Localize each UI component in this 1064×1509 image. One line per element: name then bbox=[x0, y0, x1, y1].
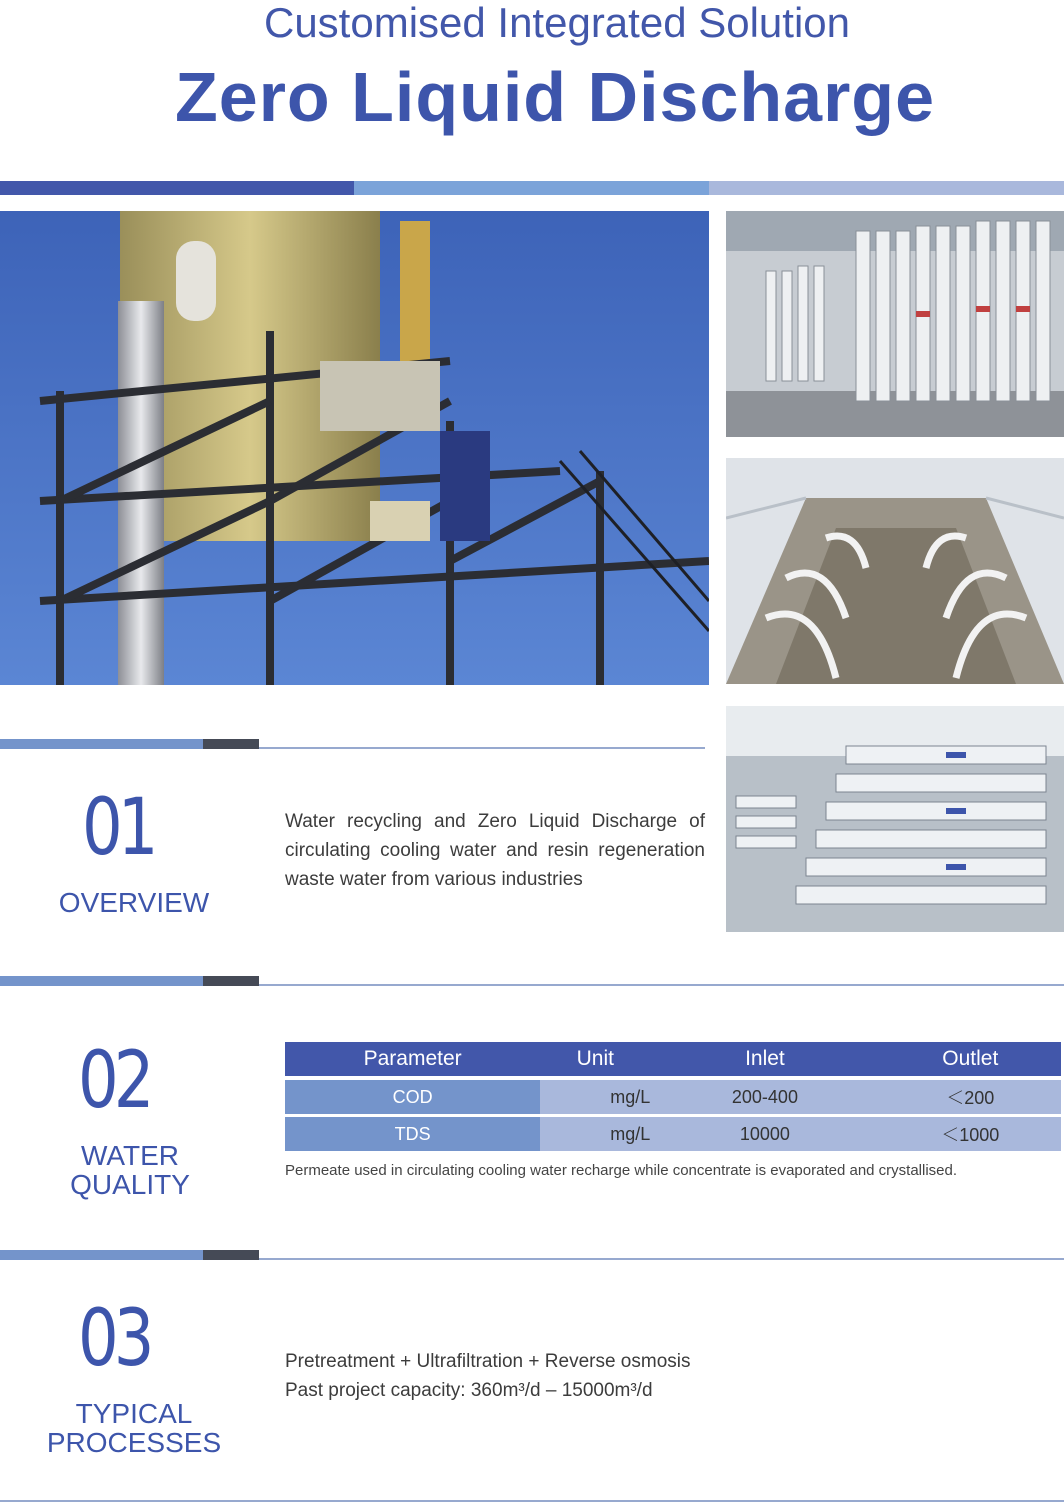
table-cell: ＜1000 bbox=[880, 1114, 1061, 1151]
section-label-water-quality bbox=[30, 1141, 230, 1199]
ultrafiltration-skid-photo bbox=[726, 211, 1064, 437]
table-header-row bbox=[285, 1042, 1061, 1076]
label-line: WATER bbox=[81, 1140, 179, 1171]
column-header: Inlet bbox=[650, 1042, 879, 1076]
section-divider bbox=[0, 1250, 203, 1260]
section-number-02: 02 bbox=[78, 1036, 150, 1126]
overview-text: Water recycling and Zero Liquid Discharge of circulating cooling water and resin regeneration waste water from various industries bbox=[285, 811, 705, 890]
process-line: Pretreatment + Ultrafiltration + Reverse osmosis bbox=[285, 1351, 691, 1372]
section-divider-line bbox=[259, 1258, 1064, 1260]
section-divider bbox=[0, 739, 203, 749]
header-bar-mid bbox=[354, 181, 709, 195]
water-quality-table bbox=[285, 1042, 1061, 1151]
water-quality-note: Permeate used in circulating cooling water recharge while concentrate is evaporated and crystallised. bbox=[285, 1162, 958, 1179]
section-divider bbox=[0, 976, 203, 986]
table-row bbox=[285, 1076, 1061, 1114]
section-divider-accent bbox=[203, 1250, 259, 1260]
footer-line bbox=[0, 1500, 1064, 1502]
table-row bbox=[285, 1114, 1061, 1151]
evaporator-tower-photo bbox=[0, 211, 709, 685]
section-number-03: 03 bbox=[78, 1294, 150, 1384]
section-label-typical-processes bbox=[34, 1399, 234, 1457]
column-header: Outlet bbox=[880, 1042, 1061, 1076]
table-cell: COD bbox=[285, 1076, 540, 1114]
section-number-01: 01 bbox=[82, 783, 154, 873]
section-divider-accent bbox=[203, 739, 259, 749]
reverse-osmosis-photo bbox=[726, 706, 1064, 932]
section-divider-accent bbox=[203, 976, 259, 986]
processes-text bbox=[285, 1347, 985, 1405]
page-subtitle: Customised Integrated Solution bbox=[263, 0, 850, 46]
section-label-overview: OVERVIEW bbox=[58, 887, 210, 918]
table-cell: ＜200 bbox=[880, 1076, 1061, 1114]
table-cell: 200-400 bbox=[650, 1076, 879, 1114]
section-divider-line bbox=[259, 747, 705, 749]
header-bar-light bbox=[709, 181, 1064, 195]
column-header: Unit bbox=[540, 1042, 650, 1076]
page-title: Zero Liquid Discharge bbox=[175, 58, 935, 136]
label-line: QUALITY bbox=[70, 1169, 190, 1200]
table-cell: mg/L bbox=[540, 1076, 650, 1114]
table-cell: TDS bbox=[285, 1114, 540, 1151]
capacity-line: Past project capacity: 360m³/d – 15000m³/d bbox=[285, 1380, 653, 1401]
table-cell: mg/L bbox=[540, 1114, 650, 1151]
section-divider-line bbox=[259, 984, 1064, 986]
column-header: Parameter bbox=[285, 1042, 540, 1076]
table-cell: 10000 bbox=[650, 1114, 879, 1151]
label-line: TYPICAL bbox=[75, 1398, 193, 1429]
mbr-tank-photo bbox=[726, 458, 1064, 684]
header-bar-dark bbox=[0, 181, 354, 195]
label-line: PROCESSES bbox=[46, 1427, 222, 1458]
